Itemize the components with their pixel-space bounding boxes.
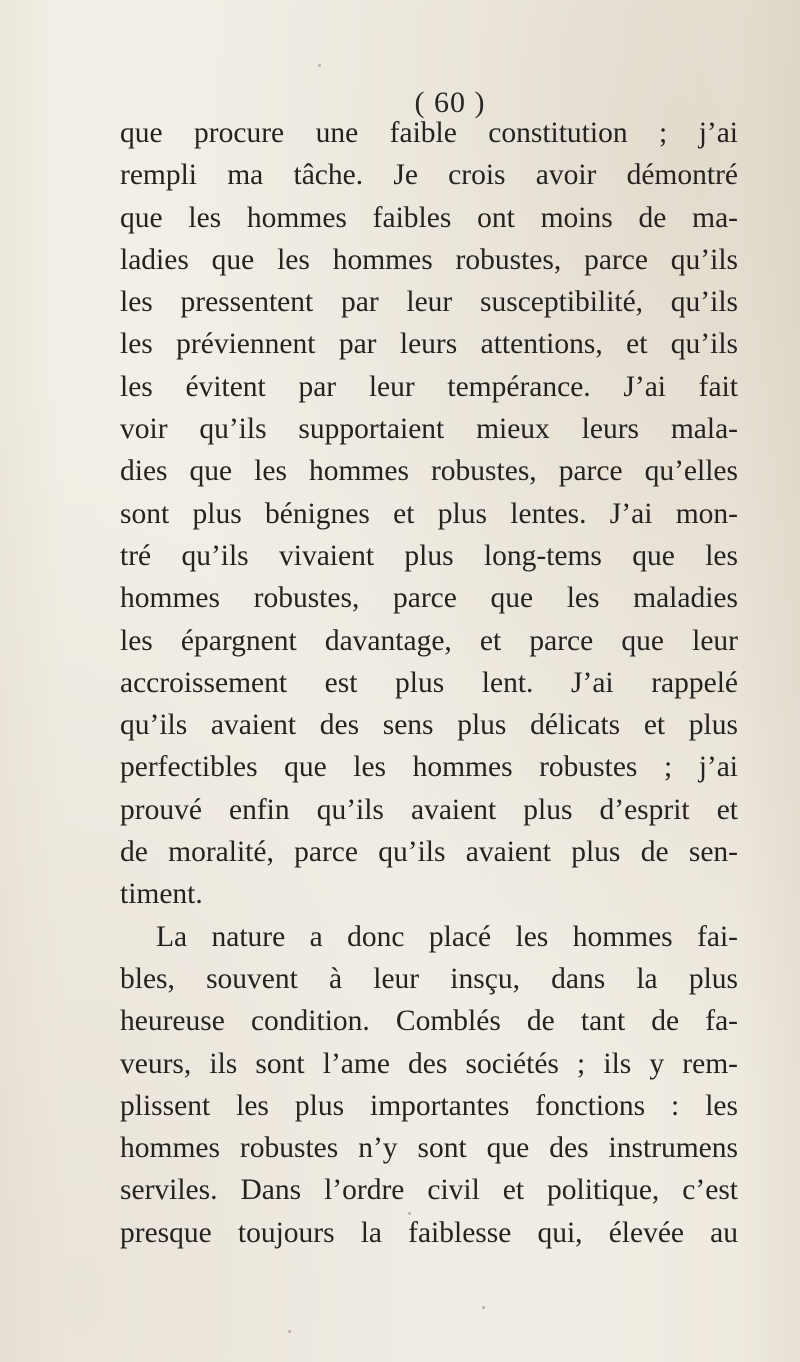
text-line: plissent les plus importantes fonctions : les bbox=[120, 1089, 738, 1122]
text-line: dies que les hommes robustes, parce qu’elles bbox=[120, 455, 738, 488]
text-line: voir qu’ils supportaient mieux leurs mala- bbox=[120, 413, 738, 446]
page-number: ( 60 ) bbox=[414, 86, 486, 119]
text-line: les épargnent davantage, et parce que leur bbox=[120, 624, 738, 657]
text-line: rempli ma tâche. Je crois avoir démontré bbox=[120, 159, 738, 192]
text-line: sont plus bénignes et plus lentes. J’ai mon- bbox=[120, 497, 738, 530]
text-line: que procure une faible constitution ; j’ai bbox=[120, 117, 738, 149]
paper-speck bbox=[288, 1330, 291, 1333]
text-line: qu’ils avaient des sens plus délicats et plus bbox=[120, 709, 738, 742]
paragraph-start-line: La nature a donc placé les hommes fai- bbox=[156, 920, 738, 953]
text-line: bles, souvent à leur insçu, dans la plus bbox=[120, 962, 738, 995]
text-line: ladies que les hommes robustes, parce qu’ils bbox=[120, 243, 738, 276]
paper-speck bbox=[408, 1212, 411, 1215]
body-text bbox=[120, 112, 738, 1254]
text-line: presque toujours la faiblesse qui, élevée au bbox=[120, 1216, 738, 1249]
text-line: hommes robustes, parce que les maladies bbox=[120, 582, 738, 615]
text-line: veurs, ils sont l’ame des sociétés ; ils y rem- bbox=[120, 1047, 738, 1080]
text-line: tré qu’ils vivaient plus long-tems que les bbox=[120, 539, 738, 572]
text-line: heureuse condition. Comblés de tant de fa- bbox=[120, 1005, 738, 1038]
paper-speck bbox=[318, 64, 321, 67]
text-line: perfectibles que les hommes robustes ; j’ai bbox=[120, 751, 738, 784]
text-line: prouvé enfin qu’ils avaient plus d’esprit et bbox=[120, 793, 738, 826]
text-line: serviles. Dans l’ordre civil et politique, c’est bbox=[120, 1174, 738, 1207]
text-line: les évitent par leur tempérance. J’ai fait bbox=[120, 370, 738, 403]
text-line: que les hommes faibles ont moins de ma- bbox=[120, 201, 738, 234]
text-line: hommes robustes n’y sont que des instrumens bbox=[120, 1132, 738, 1165]
text-line: les préviennent par leurs attentions, et qu’ils bbox=[120, 328, 738, 361]
text-line: les pressentent par leur susceptibilité, qu’ils bbox=[120, 286, 738, 319]
text-line: accroissement est plus lent. J’ai rappelé bbox=[120, 666, 738, 699]
text-line: de moralité, parce qu’ils avaient plus de sen- bbox=[120, 836, 738, 869]
text-line: timent. bbox=[120, 878, 203, 911]
paper-speck bbox=[482, 1306, 485, 1309]
